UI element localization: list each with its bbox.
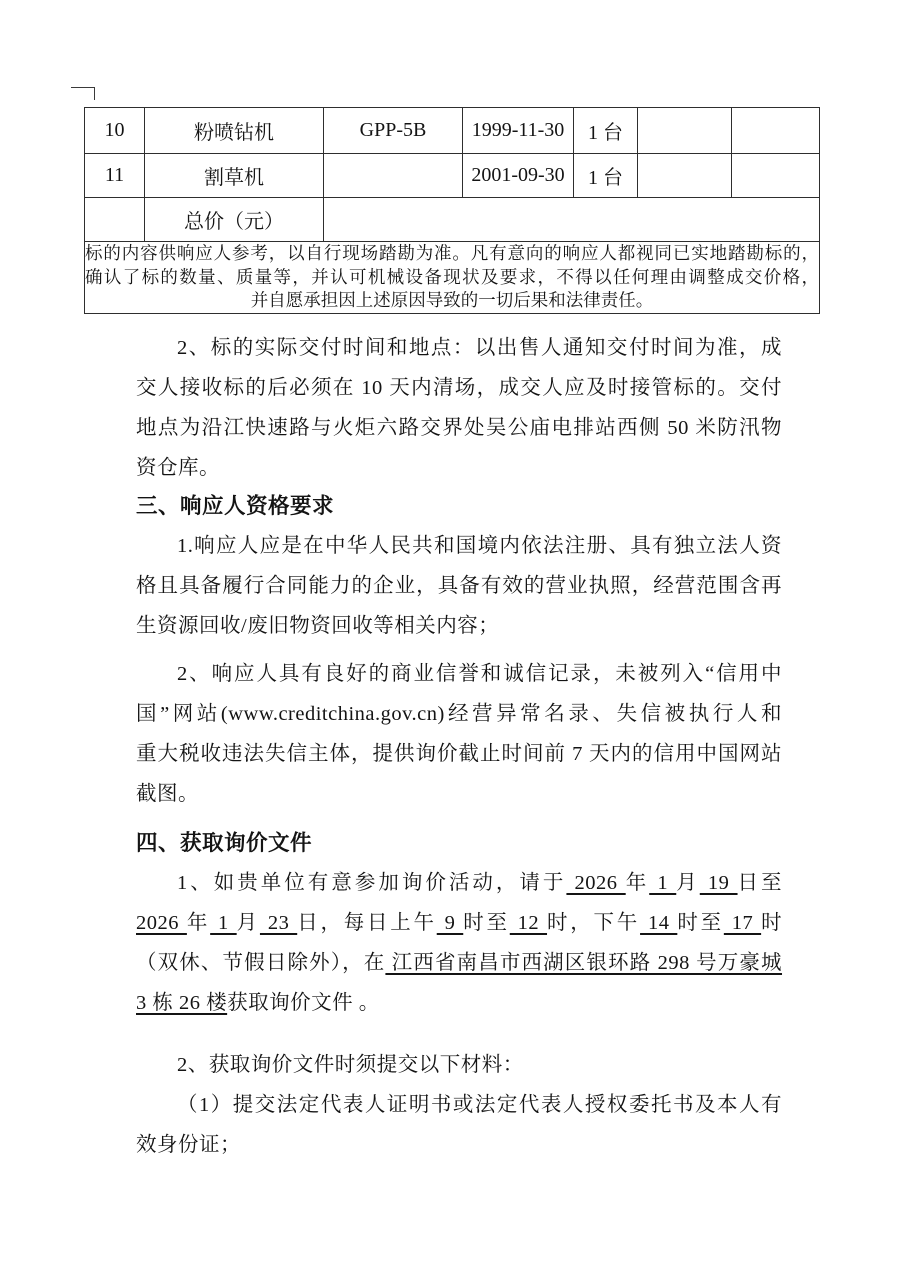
text-line [136, 654, 782, 694]
table-cell: 总价（元） [145, 198, 324, 242]
text-line [136, 774, 782, 814]
text-segment: 年 [625, 872, 650, 894]
text-segment: 日，每日上午 [297, 912, 437, 934]
paragraph [136, 863, 782, 1023]
text-segment: 时至 [677, 912, 724, 934]
table-cell: 割草机 [145, 154, 324, 198]
section-heading [136, 486, 782, 526]
table-cell: 10 [85, 108, 145, 154]
table-row [85, 108, 820, 154]
note-line: 并自愿承担因上述原因导致的一切后果和法律责任。 [250, 290, 654, 311]
text-segment: 交人接收标的后必须在 10 天内清场，成交人应及时接管标的。交付 [136, 377, 782, 399]
table-cell [732, 154, 820, 198]
text-segment: 生资源回收/废旧物资回收等相关内容； [136, 615, 500, 637]
table-cell [638, 154, 732, 198]
text-segment: 2、响应人具有良好的商业信誉和诚信记录，未被列入“信用中 [177, 663, 782, 685]
lot-items-table [84, 107, 820, 314]
text-segment: （1）提交法定代表人证明书或法定代表人授权委托书及本人有 [177, 1094, 782, 1116]
section-heading [136, 823, 782, 863]
heading-text: 四、获取询价文件 [136, 831, 313, 855]
paragraph [136, 328, 782, 488]
text-segment: 1.响应人应是在中华人民共和国境内依法注册、具有独立法人资 [177, 535, 782, 557]
previous-table-remnant-mark [71, 87, 95, 100]
filled-blank: 2026 [136, 912, 187, 934]
filled-blank: 2026 [566, 872, 626, 894]
text-line [136, 734, 782, 774]
text-line [136, 943, 782, 983]
text-segment: 重大税收违法失信主体，提供询价截止时间前 7 天内的信用中国网站 [136, 743, 782, 765]
table-row [85, 198, 820, 242]
filled-blank: 1 [210, 912, 237, 934]
text-line [136, 1045, 782, 1085]
text-segment: 时，下午 [547, 912, 641, 934]
text-line [136, 1085, 782, 1125]
text-segment: 1、如贵单位有意参加询价活动，请于 [177, 872, 567, 894]
text-line [136, 408, 782, 448]
table-cell [732, 108, 820, 154]
text-line [136, 903, 782, 943]
paragraph [136, 526, 782, 646]
filled-blank: 9 [436, 912, 464, 934]
text-segment: 年 [186, 912, 211, 934]
note-line: 确认了标的数量、质量等，并认可机械设备现状及要求，不得以任何理由调整成交价格， [85, 266, 819, 287]
filled-blank: 23 [259, 912, 298, 934]
filled-blank: 14 [640, 912, 678, 934]
table-cell: 2001-09-30 [463, 154, 574, 198]
text-segment: 月 [676, 872, 700, 894]
filled-blank: 19 [699, 872, 738, 894]
table-cell: 1999-11-30 [463, 108, 574, 154]
filled-blank: 江西省南昌市西湖区银环路 298 号万豪城 [385, 952, 783, 974]
filled-blank: 17 [723, 912, 762, 934]
text-line [136, 368, 782, 408]
text-segment: （双休、节假日除外），在 [136, 952, 386, 974]
text-segment: 时至 [463, 912, 510, 934]
text-line [136, 328, 782, 368]
table-note-cell [85, 242, 820, 314]
table-row [85, 242, 820, 314]
text-line [136, 606, 782, 646]
filled-blank: 12 [509, 912, 548, 934]
table-cell: 11 [85, 154, 145, 198]
text-segment: 月 [236, 912, 260, 934]
text-segment: 国”网站(www.creditchina.gov.cn)经营异常名录、失信被执行人和 [136, 703, 782, 725]
text-line [136, 694, 782, 734]
text-segment: 格且具备履行合同能力的企业，具备有效的营业执照，经营范围含再 [136, 575, 782, 597]
table-cell: 1 台 [574, 154, 638, 198]
table-cell [85, 198, 145, 242]
heading-text: 三、响应人资格要求 [136, 494, 335, 518]
text-segment: 资仓库。 [136, 457, 220, 479]
text-segment: 获取询价文件 。 [227, 992, 380, 1014]
text-line [136, 983, 782, 1023]
text-line [136, 448, 782, 488]
text-segment: 2、获取询价文件时须提交以下材料： [177, 1054, 524, 1076]
text-segment: 2、标的实际交付时间和地点：以出售人通知交付时间为准，成 [177, 337, 782, 359]
text-line [136, 863, 782, 903]
text-segment: 截图。 [136, 783, 199, 805]
table-cell: 粉喷钻机 [145, 108, 324, 154]
table-cell: 1 台 [574, 108, 638, 154]
text-line [136, 526, 782, 566]
table-row [85, 154, 820, 198]
paragraph [136, 654, 782, 814]
filled-blank: 1 [649, 872, 677, 894]
text-segment: 地点为沿江快速路与火炬六路交界处吴公庙电排站西侧 50 米防汛物 [136, 417, 782, 439]
note-line: 标的内容供响应人参考，以自行现场踏勘为准。凡有意向的响应人都视同已实地踏勘标的， [85, 243, 819, 264]
text-line [136, 1125, 782, 1165]
text-segment: 日至 [737, 872, 783, 894]
table-cell [324, 198, 820, 242]
paragraph [136, 1045, 782, 1085]
text-segment: 效身份证； [136, 1134, 241, 1156]
table-cell [638, 108, 732, 154]
text-line [136, 566, 782, 606]
filled-blank: 3 栋 26 楼 [136, 992, 228, 1014]
paragraph [136, 1085, 782, 1165]
table-cell: GPP-5B [324, 108, 463, 154]
text-segment: 时 [761, 912, 783, 934]
table-cell [324, 154, 463, 198]
